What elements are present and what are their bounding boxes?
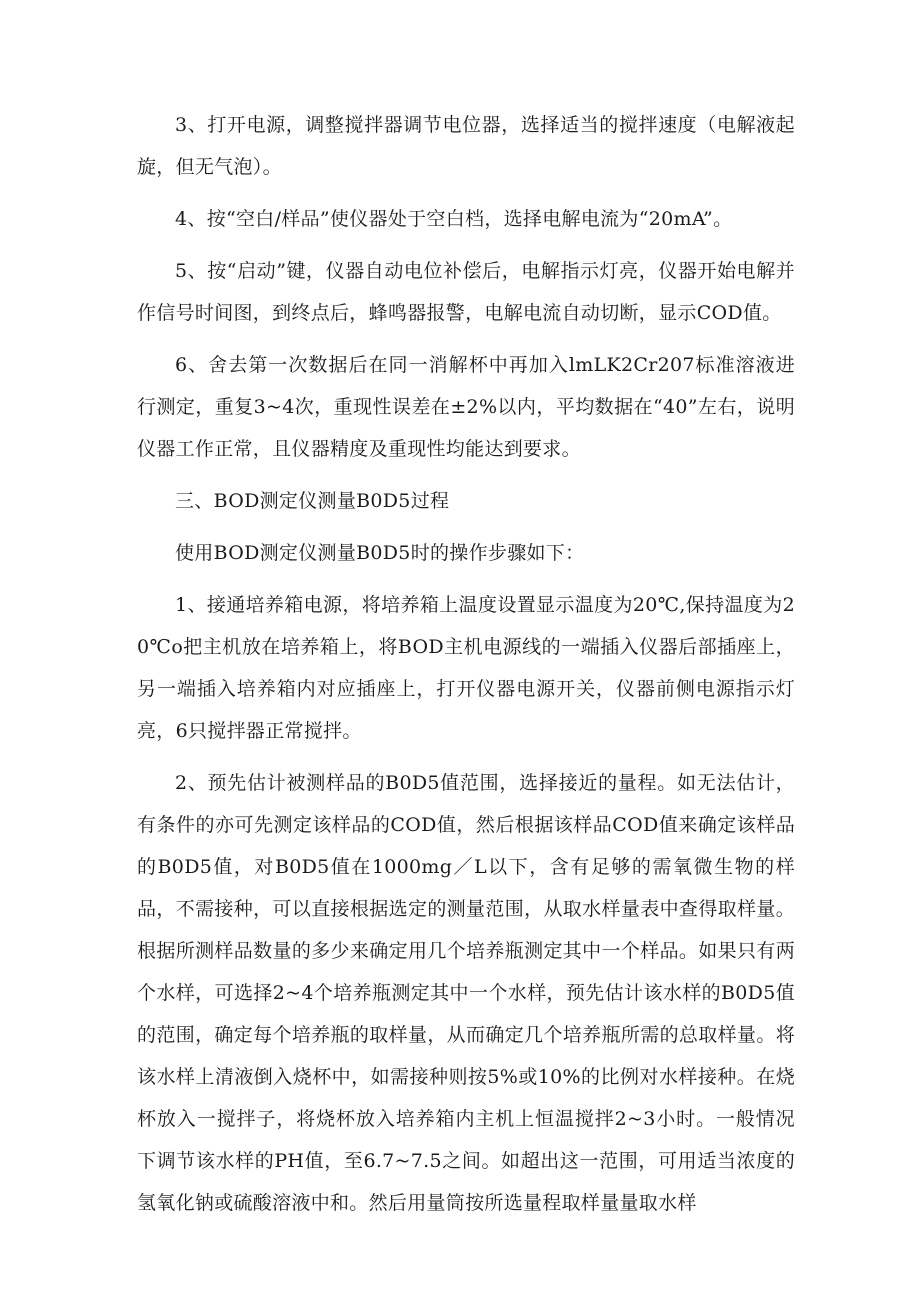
paragraph-step-6: 6、舍去第一次数据后在同一消解杯中再加入lmLK2Cr207标准溶液进行测定，重复3~4次，重现性误差在±2%以内，平均数据在“40”左右，说明仪器工作正常，且仪器精度及重现性均能达到要求。 xyxy=(137,354,795,460)
section-heading: 三、BOD测定仪测量B0D5过程 xyxy=(175,490,450,512)
paragraph-step-4: 4、按“空白/样品”使仪器处于空白档，选择电解电流为“20mA”。 xyxy=(175,208,733,230)
paragraph-step-5: 5、按“启动”键，仪器自动电位补偿后，电解指示灯亮，仪器开始电解并作信号时间图，到终点后，蜂鸣器报警，电解电流自动切断，显示COD值。 xyxy=(137,260,795,324)
section-intro: 使用BOD测定仪测量B0D5时的操作步骤如下： xyxy=(175,542,585,564)
paragraph-bod-step-2: 2、预先估计被测样品的B0D5值范围，选择接近的量程。如无法估计，有条件的亦可先测定该样品的COD值，然后根据该样品COD值来确定该样品的B0D5值，对B0D5值在1000mg／L以下，含有足够的需氧微生物的样品，不需接种，可以直接根据选定的测量范围，从取水样量表中查得取样量。根据所测样品数量的多少来确定用几个培养瓶测定其中一个样品。如果只有两个水样，可选择2~4个培养瓶测定其中一个水样，预先估计该水样的B0D5值的范围，确定每个培养瓶的取样量，从而确定几个培养瓶所需的总取样量。将该水样上清液倒入烧杯中，如需接种则按5%或10%的比例对水样接种。在烧杯放入一搅拌子，将烧杯放入培养箱内主机上恒温搅拌2~3小时。一般情况下调节该水样的PH值，至6.7~7.5之间。如超出这一范围，可用适当浓度的氢氧化钠或硫酸溶液中和。然后用量筒按所选量程取样量量取水样 xyxy=(137,772,795,1214)
document-body xyxy=(137,104,795,1224)
paragraph-bod-step-1: 1、接通培养箱电源，将培养箱上温度设置显示温度为20℃,保持温度为20℃o把主机放在培养箱上，将BOD主机电源线的一端插入仪器后部插座上，另一端插入培养箱内对应插座上，打开仪器电源开关，仪器前侧电源指示灯亮，6只搅拌器正常搅拌。 xyxy=(137,594,795,742)
paragraph-step-3: 3、打开电源，调整搅拌器调节电位器，选择适当的搅拌速度（电解液起旋，但无气泡）。 xyxy=(137,114,795,178)
